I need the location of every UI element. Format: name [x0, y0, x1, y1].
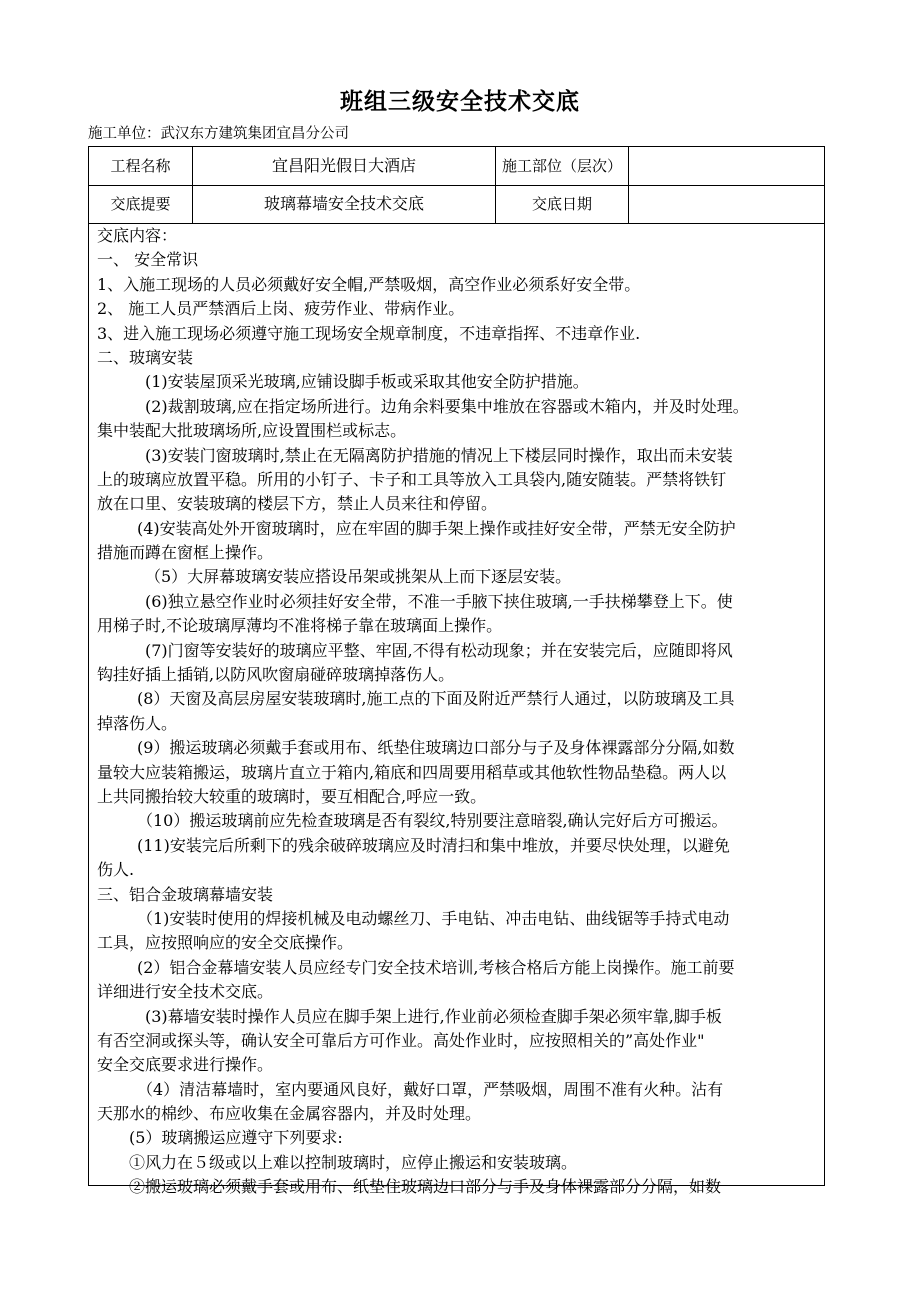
- content-line: 上的玻璃应放置平稳。所用的小钉子、卡子和工具等放入工具袋内,随安随装。严禁将铁钉: [97, 469, 727, 489]
- content-line: （5）大屏幕玻璃安装应搭设吊架或挑架从上而下逐层安装。: [145, 567, 572, 587]
- content-line: 有否空洞或探头等，确认安全可靠后方可作业。高处作业时，应按照相关的”高处作业": [97, 1030, 705, 1050]
- content-line: (7)门窗等安装好的玻璃应平整、牢固,不得有松动现象；并在安装完后，应随即将风: [145, 640, 733, 660]
- content-line: (8）天窗及高层房屋安装玻璃时,施工点的下面及附近严禁行人通过，以防玻璃及工具: [137, 689, 735, 709]
- section-heading: 三、铝合金玻璃幕墙安装: [97, 884, 274, 904]
- page-title: 班组三级安全技术交底: [340, 88, 580, 115]
- content-line: (11)安装完后所剩下的残余破碎玻璃应及时清扫和集中堆放，并要尽快处理，以避免: [137, 835, 730, 855]
- form-row-summary: [89, 185, 824, 224]
- content-line: 工具，应按照响应的安全交底操作。: [97, 933, 354, 953]
- content-line: (3)幕墙安装时操作人员应在脚手架上进行,作业前必须检查脚手架必须牢靠,脚手板: [145, 1006, 722, 1026]
- content-line: (2）铝合金幕墙安装人员应经专门安全技术培训,考核合格后方能上岗操作。施工前要: [137, 957, 735, 977]
- content-line: 措施而蹲在窗框上操作。: [97, 543, 274, 563]
- content-line: ①风力在５级或以上难以控制玻璃时，应停止搬运和安装玻璃。: [129, 1152, 578, 1172]
- construction-part-label: 施工部位（层次）: [496, 147, 629, 185]
- content-line: 用梯子时,不论玻璃厚薄均不准将梯子靠在玻璃面上操作。: [97, 616, 503, 636]
- content-line: (2)裁割玻璃,应在指定场所进行。边角余料要集中堆放在容器或木箱内，并及时处理。: [145, 396, 749, 416]
- content-line: 安全交底要求进行操作。: [97, 1055, 274, 1075]
- content-heading: 交底内容：: [97, 226, 178, 245]
- content-line: 放在口里、安装玻璃的楼层下方，禁止人员来往和停留。: [97, 494, 498, 514]
- content-line: 2、 施工人员严禁酒后上岗、疲劳作业、带病作业。: [97, 299, 465, 319]
- construction-unit: 施工单位：武汉东方建筑集团宜昌分公司: [88, 126, 349, 142]
- content-line: 上共同搬抬较大较重的玻璃时，要互相配合,呼应一致。: [97, 786, 487, 806]
- content-line: ②搬运玻璃必须戴手套或用布、纸垫住玻璃边口部分与手及身体裸露部分分隔，如数: [129, 1177, 722, 1197]
- content-line: （10）搬运玻璃前应先检查玻璃是否有裂纹,特别要注意暗裂,确认完好后方可搬运。: [137, 811, 728, 831]
- form-row-project: [89, 147, 824, 186]
- content-line: 钩挂好插上插销,以防风吹窗扇碰碎玻璃掉落伤人。: [97, 665, 455, 685]
- content-line: (6)独立悬空作业时必须挂好安全带，不准一手腋下挟住玻璃,一手扶梯攀登上下。使: [145, 591, 733, 611]
- summary-value: 玻璃幕墙安全技术交底: [193, 185, 496, 223]
- content-line: (4)安装高处外开窗玻璃时，应在牢固的脚手架上操作或挂好安全带，严禁无安全防护: [137, 518, 736, 538]
- section-heading: 一、 安全常识: [97, 250, 199, 270]
- content-line: 伤人.: [97, 860, 135, 880]
- content-line: 天那水的棉纱、布应收集在金属容器内，并及时处理。: [97, 1104, 482, 1124]
- briefing-date-value: [629, 185, 823, 223]
- content-line: (1)安装屋顶采光玻璃,应铺设脚手板或采取其他安全防护措施。: [145, 372, 589, 392]
- construction-part-value: [629, 147, 823, 185]
- content-line: (9）搬运玻璃必须戴手套或用布、纸垫住玻璃边口部分与子及身体裸露部分分隔,如数: [137, 738, 735, 758]
- content-line: 掉落伤人。: [97, 713, 178, 733]
- content-line: 集中装配大批玻璃场所,应设置围栏或标志。: [97, 421, 407, 441]
- content-line: 1、入施工现场的人员必须戴好安全帽,严禁吸烟，高空作业必须系好安全带。: [97, 274, 641, 294]
- project-name-value: 宜昌阳光假日大酒店: [193, 147, 496, 185]
- section-heading: 二、玻璃安装: [97, 347, 194, 367]
- briefing-content: [97, 224, 819, 1200]
- summary-label: 交底提要: [89, 185, 193, 223]
- content-line: 详细进行安全技术交底。: [97, 982, 274, 1002]
- project-name-label: 工程名称: [89, 147, 193, 185]
- briefing-date-label: 交底日期: [496, 185, 629, 223]
- content-line: 3、进入施工现场必须遵守施工现场安全规章制度，不违章指挥、不违章作业.: [97, 323, 641, 343]
- content-line: (5）玻璃搬运应遵守下列要求:: [129, 1128, 343, 1148]
- briefing-form: [88, 146, 825, 1197]
- content-line: (3)安装门窗玻璃时,禁止在无隔离防护措施的情况上下楼层同时操作，取出而未安装: [145, 445, 733, 465]
- content-line: 量较大应装箱搬运，玻璃片直立于箱内,箱底和四周要用稻草或其他软性物品垫稳。两人以: [97, 762, 727, 782]
- content-line: （4）清洁幕墙时，室内要通风良好，戴好口罩，严禁吸烟，周围不准有火种。沾有: [137, 1079, 724, 1099]
- content-line: （1)安装时使用的焊接机械及电动螺丝刀、手电钻、冲击电钻、曲线锯等手持式电动: [137, 908, 730, 928]
